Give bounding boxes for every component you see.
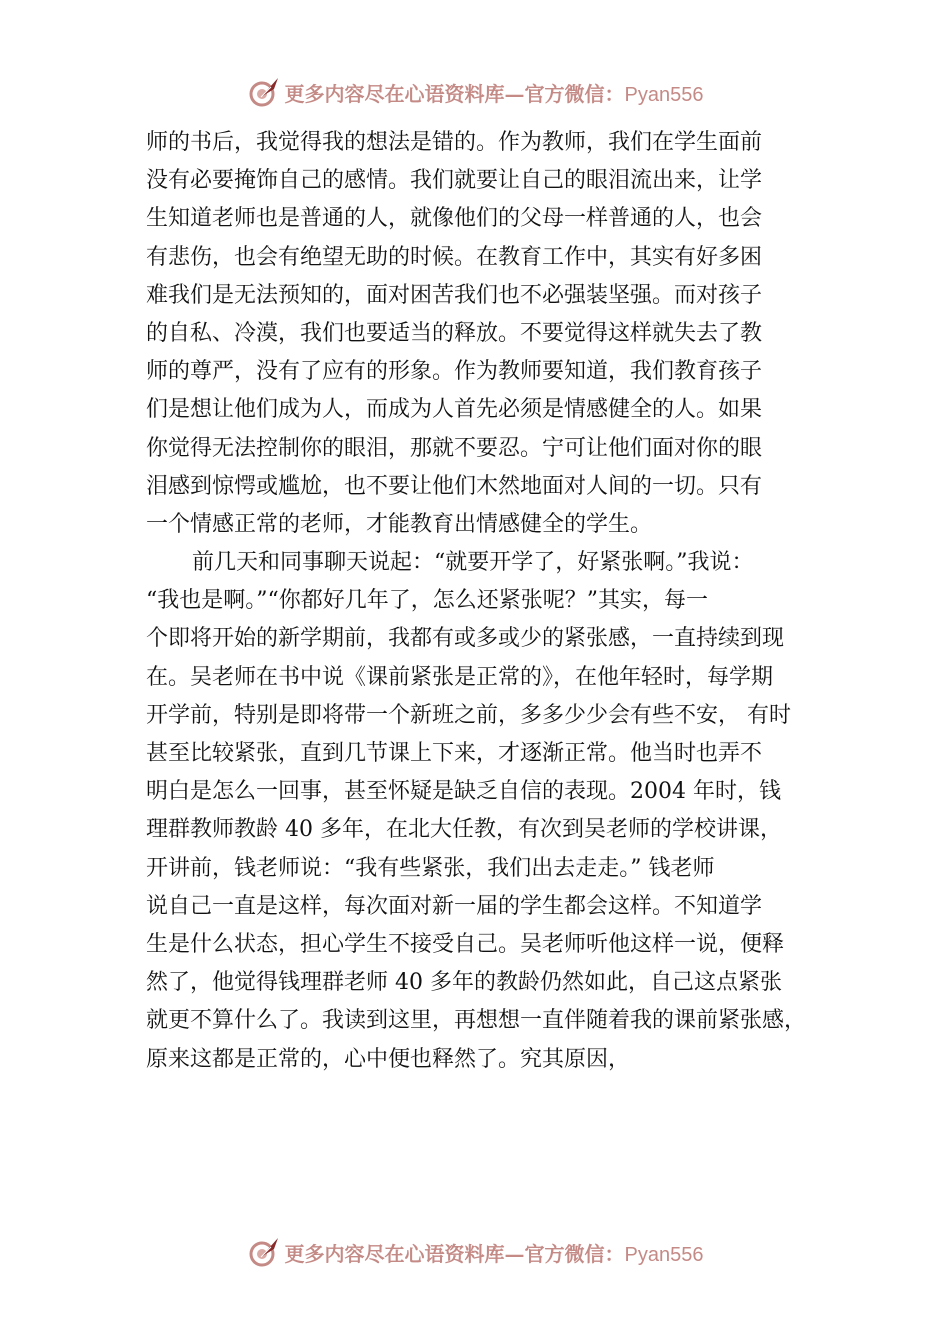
body-line: 个即将开始的新学期前，我都有或多或少的紧张感，一直持续到现 (146, 626, 785, 652)
body-line: 们是想让他们成为人，而成为人首先必须是情感健全的人。如果 (146, 397, 763, 423)
body-line: 原来这都是正常的，心中便也释然了。究其原因， (146, 1046, 631, 1072)
paragraph-start-line: 前几天和同事聊天说起：“就要开学了，好紧张啊。”我说： (192, 550, 754, 576)
body-line: 理群教师教龄 40 多年，在北大任教，有次到吴老师的学校讲课， (146, 817, 782, 843)
body-line: 难我们是无法预知的，面对困苦我们也不必强装坚强。而对孩子 (146, 282, 763, 308)
article-body (146, 124, 836, 1079)
quill-pen-logo-icon (247, 1235, 281, 1269)
body-line: 甚至比较紧张，直到几节课上下来，才逐渐正常。他当时也弄不 (146, 741, 763, 766)
body-line: 然了，他觉得钱理群老师 40 多年的教龄仍然如此，自己这点紧张 (146, 970, 782, 996)
body-line: 没有必要掩饰自己的感情。我们就要让自己的眼泪流出来，让学 (146, 168, 763, 194)
body-line: 有悲伤，也会有绝望无助的时候。在教育工作中，其实有好多困 (146, 244, 763, 270)
body-line: 师的尊严，没有了应有的形象。作为教师要知道，我们教育孩子 (146, 359, 763, 385)
footer-banner (0, 1232, 950, 1272)
body-line: 开讲前，钱老师说：“我有些紧张，我们出去走走。” 钱老师 (146, 855, 715, 881)
body-line: 一个情感正常的老师，才能教育出情感健全的学生。 (146, 511, 653, 537)
body-line: 就更不算什么了。我读到这里，再想想一直伴随着我的课前紧张感， (146, 1008, 807, 1034)
body-line: 生知道老师也是普通的人，就像他们的父母一样普通的人，也会 (146, 206, 763, 232)
body-line: 师的书后，我觉得我的想法是错的。作为教师，我们在学生面前 (146, 130, 763, 155)
header-banner-text: 更多内容尽在心语资料库—官方微信：Pyan556 (284, 81, 704, 106)
body-line: 在。吴老师在书中说《课前紧张是正常的》，在他年轻时，每学期 (146, 664, 774, 690)
body-line: 你觉得无法控制你的眼泪，那就不要忍。宁可让他们面对你的眼 (146, 435, 763, 461)
body-line: “我也是啊。”“你都好几年了，怎么还紧张呢？”其实，每一 (146, 588, 708, 614)
body-line: 说自己一直是这样，每次面对新一届的学生都会这样。不知道学 (146, 893, 763, 919)
body-line: 开学前，特别是即将带一个新班之前，多多少少会有些不安， 有时 (146, 702, 791, 728)
body-line: 生是什么状态，担心学生不接受自己。吴老师听他这样一说，便释 (146, 931, 785, 957)
footer-banner-text: 更多内容尽在心语资料库—官方微信：Pyan556 (284, 1241, 704, 1266)
body-line: 明白是怎么一回事，甚至怀疑是缺乏自信的表现。2004 年时，钱 (146, 779, 781, 805)
header-banner (0, 72, 950, 112)
body-line: 的自私、冷漠，我们也要适当的释放。不要觉得这样就失去了教 (146, 320, 763, 346)
quill-pen-logo-icon (247, 75, 281, 109)
body-line: 泪感到惊愕或尴尬，也不要让他们木然地面对人间的一切。只有 (146, 473, 763, 499)
